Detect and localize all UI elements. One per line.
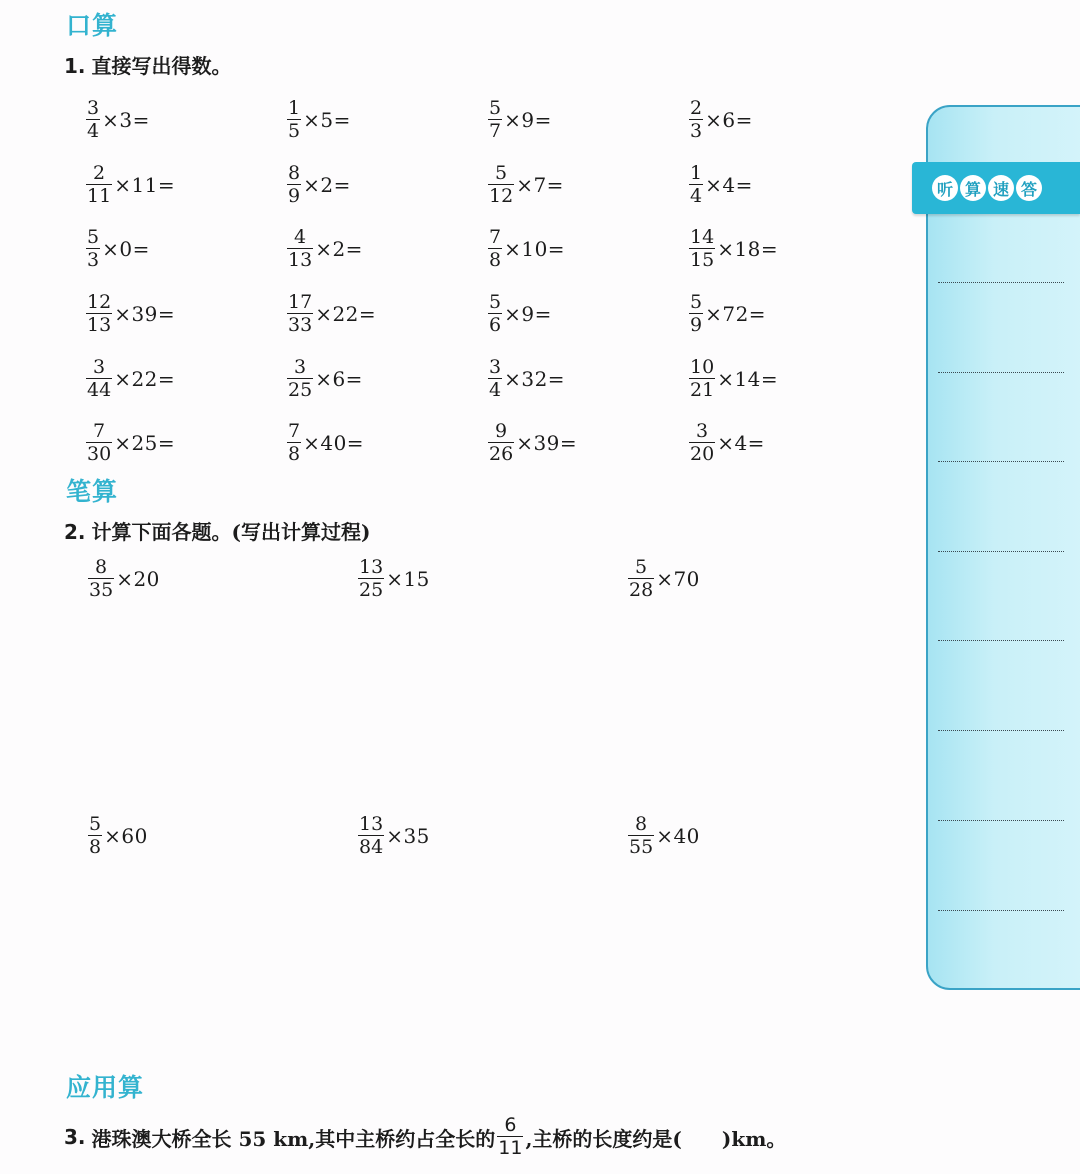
expression-operator: ×70 xyxy=(656,567,700,591)
fraction-denominator: 11 xyxy=(87,184,112,207)
written-math-row-1 xyxy=(88,558,888,600)
fraction-numerator: 3 xyxy=(87,97,100,120)
fraction-denominator: 55 xyxy=(629,836,654,858)
expression-operator: ×18= xyxy=(717,237,779,262)
fraction xyxy=(287,422,301,464)
written-math-row-2 xyxy=(88,815,888,857)
expression xyxy=(287,217,488,282)
fraction-denominator: 8 xyxy=(89,836,102,858)
fraction-denominator: 6 xyxy=(489,314,502,337)
expression-operator: ×4= xyxy=(705,172,753,197)
answer-line[interactable] xyxy=(938,820,1064,821)
fraction-numerator: 7 xyxy=(288,420,301,443)
fraction-denominator: 5 xyxy=(288,120,301,143)
fraction xyxy=(86,422,112,464)
expression xyxy=(88,815,358,857)
section-title-mental: 口算 xyxy=(66,11,119,40)
fraction-numerator: 5 xyxy=(489,97,502,120)
expression-operator: ×6= xyxy=(705,108,753,133)
expression xyxy=(287,282,488,347)
expression xyxy=(689,153,890,218)
question-number: 2. xyxy=(64,520,86,544)
panel-tab xyxy=(912,162,1080,214)
expression-operator: ×3= xyxy=(102,108,150,133)
question-text-after: ,主桥的长度约是( xyxy=(525,1126,682,1151)
question-text-end: )km。 xyxy=(721,1126,787,1151)
fraction-numerator: 2 xyxy=(690,97,703,120)
mental-math-grid xyxy=(86,88,906,476)
expression-operator: ×0= xyxy=(102,237,150,262)
fraction xyxy=(488,161,514,207)
expression xyxy=(488,217,689,282)
tab-char: 算 xyxy=(960,175,986,201)
expression xyxy=(358,558,628,600)
answer-line[interactable] xyxy=(938,910,1064,911)
fraction-numerator: 3 xyxy=(696,420,709,443)
fraction xyxy=(287,161,301,207)
fraction-numerator: 10 xyxy=(690,355,715,378)
fraction-denominator: 33 xyxy=(288,314,313,337)
expression xyxy=(689,282,890,347)
expression xyxy=(689,88,890,153)
fraction-numerator: 5 xyxy=(690,291,703,314)
fraction xyxy=(689,161,703,207)
expression-operator: ×9= xyxy=(504,302,552,327)
expression xyxy=(628,558,898,600)
fraction-numerator: 2 xyxy=(93,161,106,184)
fraction-numerator: 8 xyxy=(635,813,648,835)
fraction-denominator: 8 xyxy=(489,249,502,272)
expression xyxy=(86,282,287,347)
fraction xyxy=(88,558,114,600)
fraction-numerator: 3 xyxy=(489,355,502,378)
expression xyxy=(689,411,890,476)
fraction xyxy=(358,558,384,600)
fraction-numerator: 5 xyxy=(89,813,102,835)
expression xyxy=(86,411,287,476)
fraction-numerator: 3 xyxy=(93,355,106,378)
section-title-applied: 应用算 xyxy=(66,1073,145,1102)
expression-operator: ×40 xyxy=(656,824,700,848)
fraction-numerator: 9 xyxy=(495,420,508,443)
expression xyxy=(488,411,689,476)
expression-operator: ×35 xyxy=(386,824,430,848)
fraction-numerator: 4 xyxy=(294,226,307,249)
tab-char: 答 xyxy=(1016,175,1042,201)
expression xyxy=(488,346,689,411)
question-1 xyxy=(64,50,232,79)
fraction-denominator: 4 xyxy=(690,184,703,207)
fraction-numerator: 12 xyxy=(87,291,112,314)
fraction-numerator: 3 xyxy=(294,355,307,378)
answer-line[interactable] xyxy=(938,551,1064,552)
fraction-numerator: 5 xyxy=(489,291,502,314)
question-text: 直接写出得数。 xyxy=(91,54,232,78)
expression xyxy=(488,88,689,153)
fraction xyxy=(689,355,715,401)
fraction-numerator: 17 xyxy=(288,291,313,314)
fraction xyxy=(86,228,100,270)
answer-line[interactable] xyxy=(938,372,1064,373)
fraction-numerator: 13 xyxy=(359,813,384,835)
expression-operator: ×7= xyxy=(516,172,564,197)
answer-line[interactable] xyxy=(938,282,1064,283)
fraction xyxy=(689,228,715,270)
expression-operator: ×5= xyxy=(303,108,351,133)
expression-operator: ×25= xyxy=(114,431,176,456)
fraction xyxy=(689,99,703,141)
fraction xyxy=(86,99,100,141)
fraction-numerator: 13 xyxy=(359,556,384,578)
fraction-numerator: 8 xyxy=(288,161,301,184)
question-2 xyxy=(64,516,370,545)
answer-line[interactable] xyxy=(938,730,1064,731)
fraction-denominator: 21 xyxy=(690,378,715,401)
section-title-written: 笔算 xyxy=(66,477,119,506)
fraction xyxy=(287,355,313,401)
fraction-denominator: 3 xyxy=(690,120,703,143)
fraction-denominator: 15 xyxy=(690,249,715,272)
tab-char: 听 xyxy=(932,175,958,201)
fraction-numerator: 14 xyxy=(690,226,715,249)
fraction xyxy=(86,355,112,401)
fraction-numerator: 5 xyxy=(635,556,648,578)
expression-operator: ×4= xyxy=(717,431,765,456)
fraction-denominator: 9 xyxy=(690,314,703,337)
expression-operator: ×2= xyxy=(303,172,351,197)
expression-operator: ×39= xyxy=(114,302,176,327)
fraction-denominator: 4 xyxy=(87,120,100,143)
fraction xyxy=(86,293,112,335)
fraction-numerator: 1 xyxy=(690,161,703,184)
expression xyxy=(86,346,287,411)
question-number: 1. xyxy=(64,54,86,78)
fraction-denominator: 4 xyxy=(489,378,502,401)
expression xyxy=(358,815,628,857)
expression-operator: ×32= xyxy=(504,366,566,391)
expression-operator: ×39= xyxy=(516,431,578,456)
expression-operator: ×6= xyxy=(315,366,363,391)
question-text-before: 港珠澳大桥全长 55 km,其中主桥约占全长的 xyxy=(91,1126,496,1151)
fraction-denominator: 25 xyxy=(288,378,313,401)
fraction xyxy=(488,99,502,141)
fraction xyxy=(287,99,301,141)
expression xyxy=(488,282,689,347)
fraction xyxy=(689,293,703,335)
fraction xyxy=(628,558,654,600)
fraction-denominator: 7 xyxy=(489,120,502,143)
fraction xyxy=(497,1116,523,1158)
fraction-denominator: 84 xyxy=(359,836,384,858)
expression-operator: ×10= xyxy=(504,237,566,262)
fraction-denominator: 3 xyxy=(87,249,100,272)
fraction-denominator: 30 xyxy=(87,443,112,466)
fraction-denominator: 44 xyxy=(87,378,112,401)
fraction xyxy=(689,422,715,464)
fraction-numerator: 8 xyxy=(95,556,108,578)
fraction-denominator: 11 xyxy=(498,1137,523,1159)
fraction xyxy=(287,228,313,270)
fraction-denominator: 9 xyxy=(288,184,301,207)
expression-operator: ×60 xyxy=(104,824,148,848)
fraction-denominator: 8 xyxy=(288,443,301,466)
tab-char: 速 xyxy=(988,175,1014,201)
expression xyxy=(488,153,689,218)
expression-operator: ×9= xyxy=(504,108,552,133)
expression xyxy=(689,346,890,411)
expression xyxy=(86,217,287,282)
answer-line[interactable] xyxy=(938,461,1064,462)
expression xyxy=(287,411,488,476)
fraction xyxy=(86,161,112,207)
expression-operator: ×2= xyxy=(315,237,363,262)
expression xyxy=(86,88,287,153)
expression xyxy=(628,815,898,857)
fraction-numerator: 1 xyxy=(288,97,301,120)
fraction-numerator: 5 xyxy=(495,161,508,184)
fraction xyxy=(488,355,502,401)
question-3 xyxy=(64,1116,786,1158)
fraction-denominator: 13 xyxy=(87,314,112,337)
expression-operator: ×11= xyxy=(114,172,176,197)
fraction-denominator: 35 xyxy=(89,579,114,601)
expression xyxy=(86,153,287,218)
fraction xyxy=(358,815,384,857)
expression xyxy=(287,346,488,411)
expression xyxy=(287,153,488,218)
expression-operator: ×20 xyxy=(116,567,160,591)
expression-operator: ×40= xyxy=(303,431,365,456)
fraction-denominator: 26 xyxy=(489,443,514,466)
fraction-denominator: 13 xyxy=(288,249,313,272)
fraction xyxy=(488,228,502,270)
fraction-denominator: 20 xyxy=(690,443,715,466)
question-number: 3. xyxy=(64,1125,86,1149)
fraction xyxy=(488,293,502,335)
answer-line[interactable] xyxy=(938,640,1064,641)
fraction xyxy=(488,422,514,464)
expression xyxy=(287,88,488,153)
expression-operator: ×72= xyxy=(705,302,767,327)
fraction-denominator: 25 xyxy=(359,579,384,601)
expression-operator: ×22= xyxy=(114,366,176,391)
fraction xyxy=(88,815,102,857)
question-text: 计算下面各题。(写出计算过程) xyxy=(91,520,371,544)
fraction xyxy=(287,293,313,335)
expression-operator: ×22= xyxy=(315,302,377,327)
fraction xyxy=(628,815,654,857)
expression-operator: ×14= xyxy=(717,366,779,391)
expression xyxy=(689,217,890,282)
fraction-denominator: 12 xyxy=(489,184,514,207)
fraction-numerator: 7 xyxy=(489,226,502,249)
answer-panel xyxy=(926,105,1080,990)
expression-operator: ×15 xyxy=(386,567,430,591)
expression xyxy=(88,558,358,600)
fraction-numerator: 6 xyxy=(504,1114,517,1136)
fraction-denominator: 28 xyxy=(629,579,654,601)
fraction-numerator: 5 xyxy=(87,226,100,249)
fraction-numerator: 7 xyxy=(93,420,106,443)
answer-blank[interactable] xyxy=(682,1123,722,1152)
